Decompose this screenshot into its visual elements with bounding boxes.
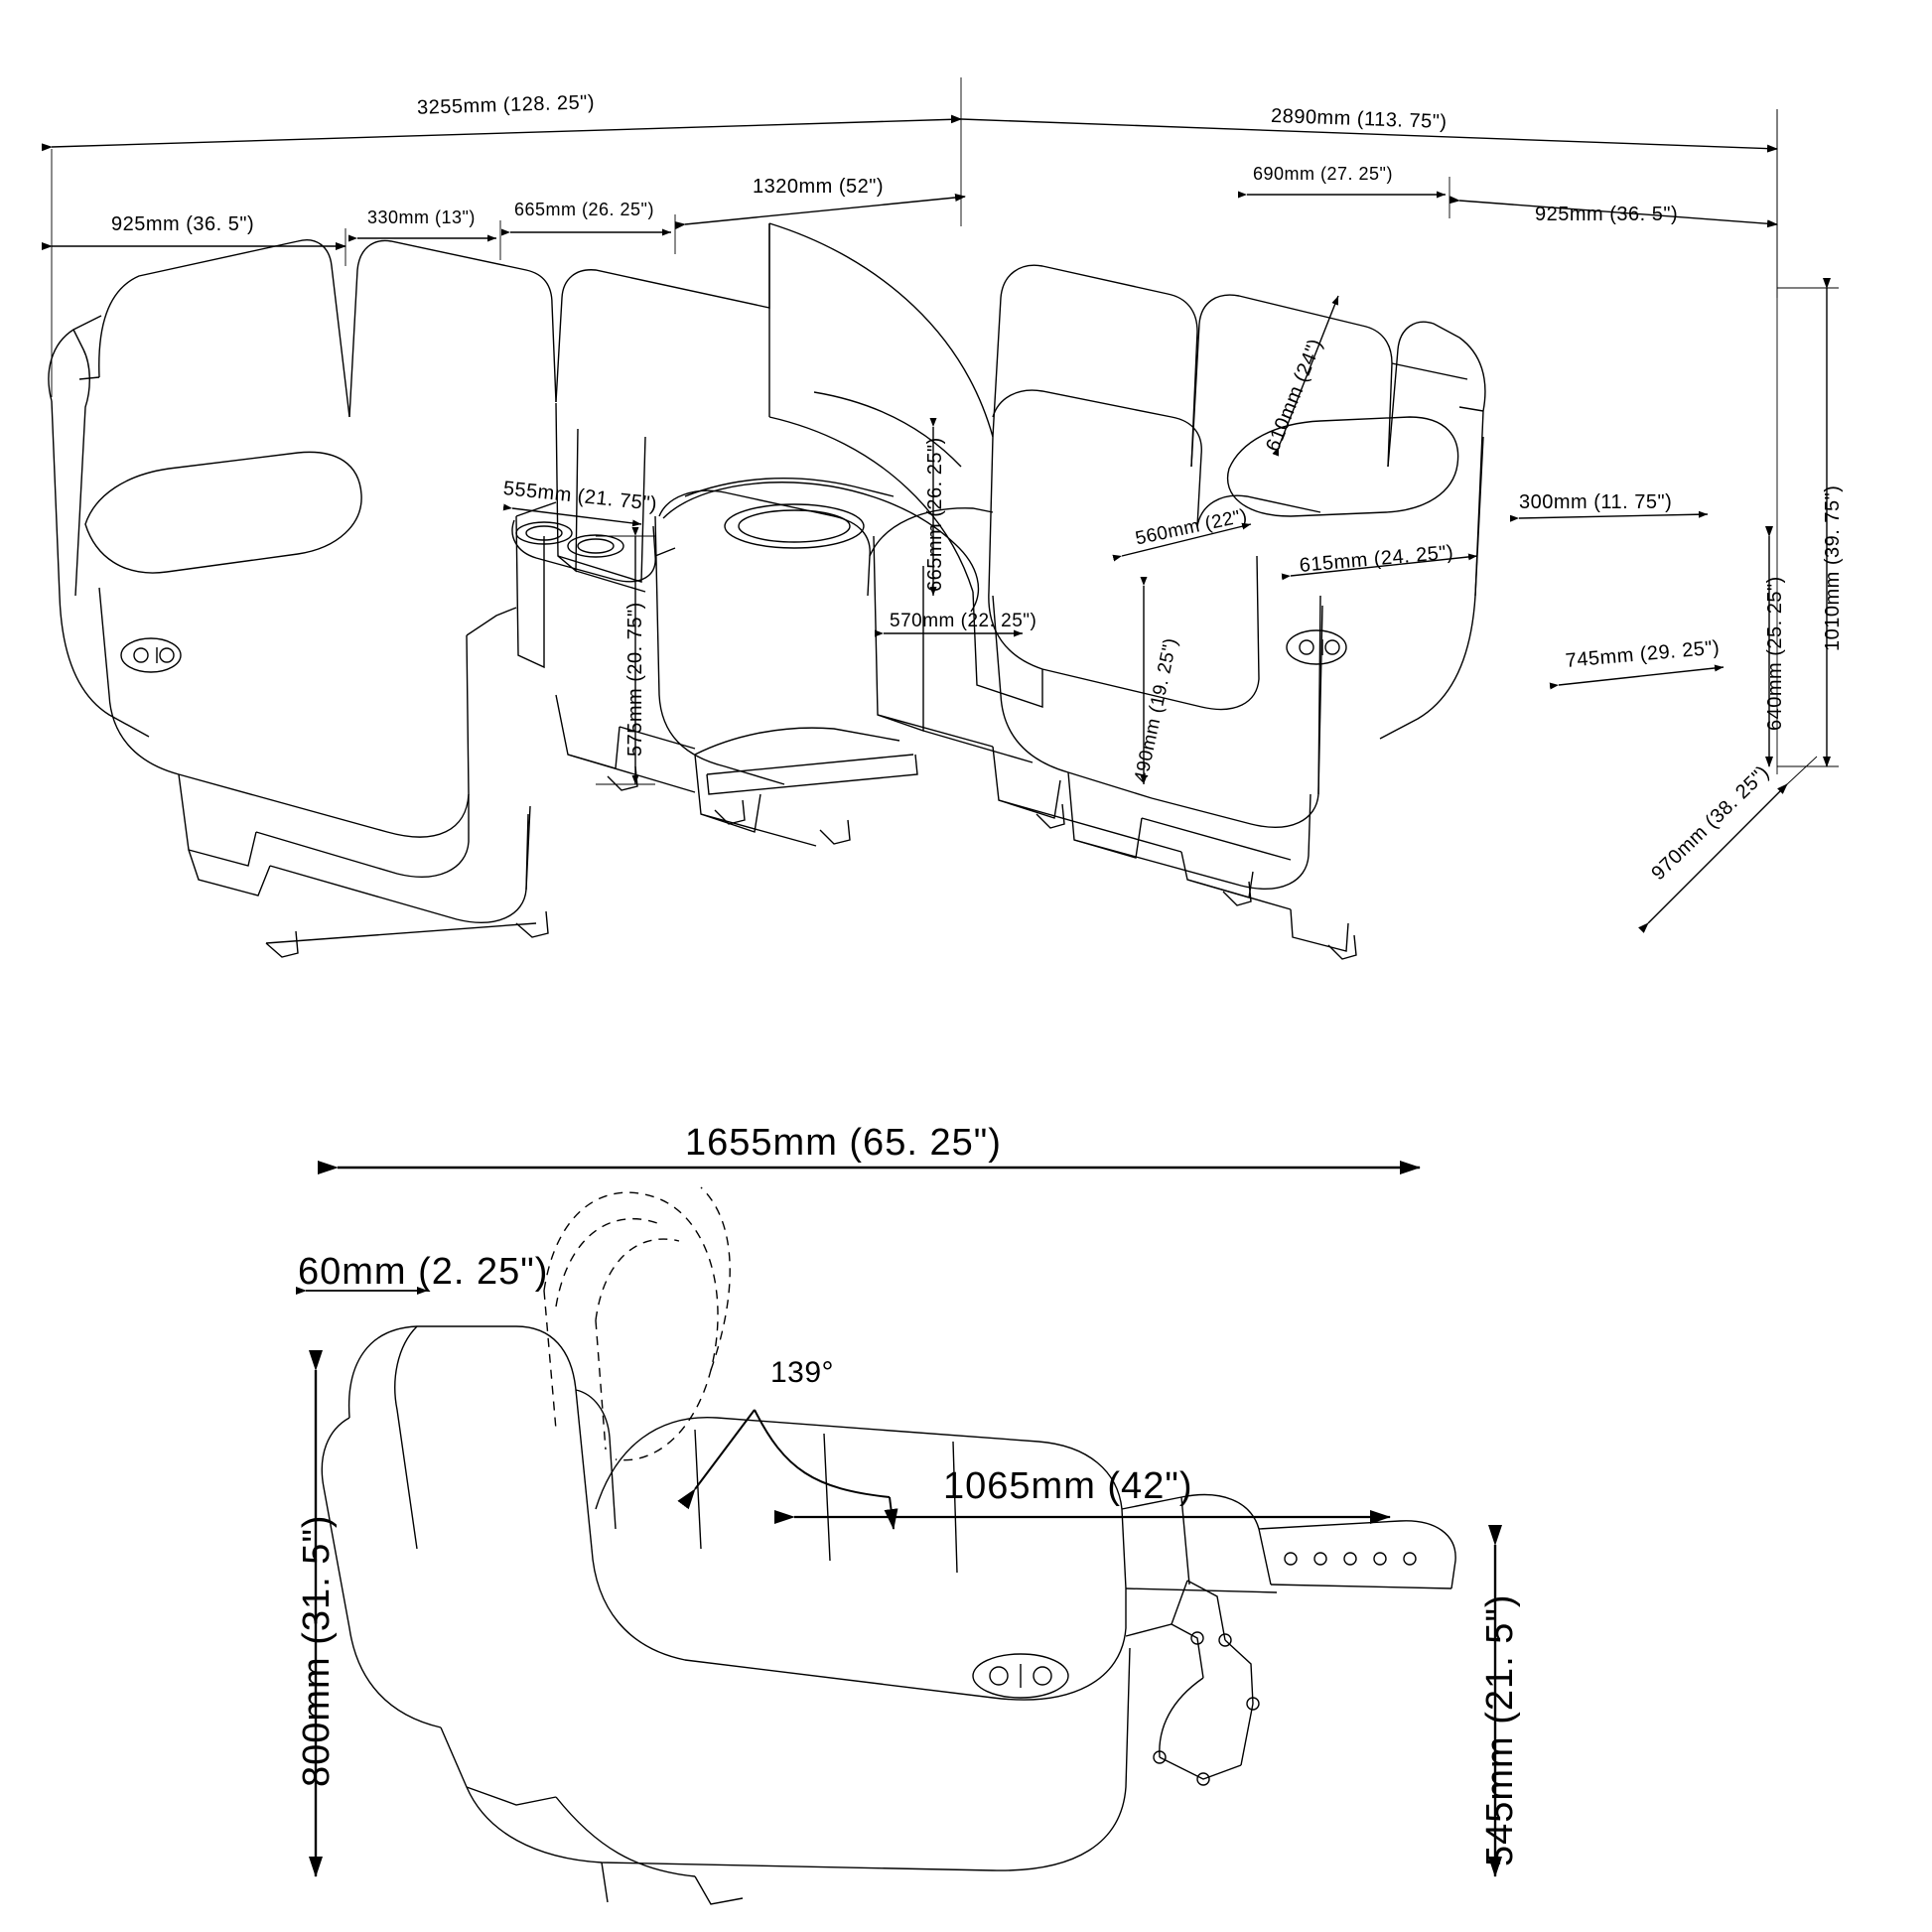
seg-right-seat-label: 925mm (36. 5") [1535,204,1679,225]
seat-to-back-label: 560mm (22") [1133,505,1250,550]
seat-span-label: 745mm (29. 25") [1564,636,1722,672]
wall-clearance-label: 60mm (2. 25") [298,1251,549,1293]
arm-height-label: 640mm (25. 25") [1764,576,1786,731]
seat-depth-label: 615mm (24. 25") [1298,541,1455,577]
seg-right-armless-label: 690mm (27. 25") [1253,164,1393,184]
arm-width-label: 300mm (11. 75") [1519,491,1673,513]
console-height-label: 575mm (20. 75") [624,602,646,757]
seg-corner-label: 1320mm (52") [753,176,885,198]
footrest-height-label: 545mm (21. 5") [1479,1593,1521,1866]
seg-console-label: 330mm (13") [367,207,476,227]
backrest-height-label: 610mm (24") [1262,335,1327,455]
overall-height-label: 1010mm (39. 75") [1822,484,1844,651]
overall-left-span-label: 3255mm (128. 25") [416,91,596,119]
corner-seat-width-label: 570mm (22. 25") [890,611,1037,631]
extended-length-label: 1655mm (65. 25") [685,1122,1002,1164]
seg-left-seat-label: 925mm (36. 5") [111,213,255,235]
overall-right-span-label: 2890mm (113. 75") [1270,104,1448,134]
seat-height-label: 490mm (19. 25") [1131,635,1182,785]
overall-depth-label: 970mm (38. 25") [1647,761,1774,886]
seg-armless-label: 665mm (26. 25") [514,200,654,219]
corner-depth-label: 665mm (26. 25") [924,437,946,592]
overall-back-height-label: 800mm (31. 5") [296,1514,338,1787]
recline-angle-label: 139° [770,1356,835,1389]
console-width-label: 555mm (21. 75") [501,478,659,516]
reclined-seat-length-label: 1065mm (42") [943,1465,1193,1507]
